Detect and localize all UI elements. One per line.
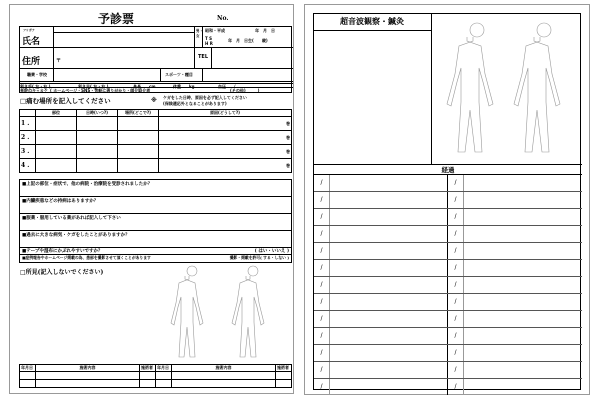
progress-entry[interactable]: [464, 277, 582, 293]
progress-entry[interactable]: [330, 277, 448, 293]
observation-area[interactable]: [314, 31, 431, 164]
date-slash: /: [448, 192, 464, 208]
birthdate-field[interactable]: 年 月 日生( 歳): [228, 38, 268, 43]
progress-row[interactable]: [314, 191, 582, 208]
progress-row[interactable]: [314, 344, 582, 361]
progress-entry[interactable]: [464, 226, 582, 242]
progress-row[interactable]: [314, 175, 582, 191]
progress-entry[interactable]: [464, 379, 582, 395]
date-slash: /: [448, 379, 464, 395]
sport-label: スポーツ・種目: [165, 72, 193, 77]
progress-row[interactable]: [314, 310, 582, 327]
date-slash: /: [448, 328, 464, 344]
progress-log: [314, 175, 582, 390]
progress-row[interactable]: [314, 327, 582, 344]
progress-entry[interactable]: [464, 311, 582, 327]
date-slash: /: [448, 175, 464, 191]
address-label: 住所: [22, 57, 41, 67]
progress-heading: 経過: [314, 164, 582, 175]
progress-entry[interactable]: [330, 311, 448, 327]
body-back-icon: [232, 266, 264, 357]
date-slash: /: [448, 294, 464, 310]
progress-row[interactable]: [314, 208, 582, 225]
progress-entry[interactable]: [330, 192, 448, 208]
date-slash: /: [448, 226, 464, 242]
physical-row: 利き手( 左・右 ) 利き足( 左・右 ) 身長 cm 体重 kg 血圧 /: [20, 83, 293, 88]
progress-row[interactable]: [314, 293, 582, 310]
job-label: 職業・学校: [27, 72, 47, 77]
body-front-icon: [447, 23, 493, 152]
date-slash: /: [448, 345, 464, 361]
date-slash: /: [314, 311, 330, 327]
date-slash: /: [314, 379, 330, 395]
progress-entry[interactable]: [464, 192, 582, 208]
intake-form-page: [9, 4, 294, 394]
name-field[interactable]: [53, 27, 195, 47]
date-slash: /: [314, 175, 330, 191]
ultrasound-table: [313, 13, 581, 390]
date-slash: /: [448, 243, 464, 259]
progress-entry[interactable]: [464, 209, 582, 225]
progress-row[interactable]: [314, 225, 582, 242]
date-slash: /: [314, 294, 330, 310]
date-slash: /: [314, 209, 330, 225]
form-number-label: No.: [217, 15, 229, 22]
progress-entry[interactable]: [330, 379, 448, 395]
progress-entry[interactable]: [464, 362, 582, 378]
body-chart-front-back[interactable]: [439, 20, 579, 162]
date-slash: /: [314, 260, 330, 276]
question-past-illness[interactable]: ■過去に大きな病気・ケガをしたことがありますか？: [20, 231, 291, 248]
question-medication[interactable]: ■服薬・服用している薬があれば記入して下さい: [20, 214, 291, 231]
pain-row[interactable]: 3 . 巻: [20, 145, 292, 159]
progress-entry[interactable]: [330, 243, 448, 259]
body-front-icon: [171, 266, 203, 357]
progress-entry[interactable]: [330, 260, 448, 276]
insurance-note: (保険適応外となることがあります): [163, 101, 227, 106]
furigana-label: フリガナ: [23, 28, 35, 32]
progress-entry[interactable]: [330, 328, 448, 344]
date-slash: /: [314, 277, 330, 293]
body-chart-front-back[interactable]: [160, 263, 285, 363]
progress-row[interactable]: [314, 276, 582, 293]
date-slash: /: [314, 328, 330, 344]
patient-info-table: [19, 26, 292, 93]
job-field[interactable]: [53, 68, 161, 81]
date-field[interactable]: 年 月 日: [255, 28, 275, 33]
pain-row[interactable]: 1 . 巻: [20, 117, 292, 131]
form-title: 予診票: [98, 12, 135, 26]
date-slash: /: [448, 311, 464, 327]
progress-entry[interactable]: [464, 345, 582, 361]
tel-label: TEL: [198, 54, 209, 60]
progress-row[interactable]: [314, 242, 582, 259]
date-slash: /: [314, 362, 330, 378]
sex-option[interactable]: 男・女: [196, 29, 203, 38]
pain-row[interactable]: 2 . 巻: [20, 131, 292, 145]
progress-entry[interactable]: [464, 294, 582, 310]
date-slash: /: [448, 362, 464, 378]
era-option[interactable]: 昭和・平成: [205, 28, 225, 33]
date-slash: /: [448, 209, 464, 225]
pain-heading: □痛む場所を記入してください: [20, 97, 111, 105]
ultrasound-acupuncture-page: [304, 4, 590, 395]
date-slash: /: [314, 226, 330, 242]
date-slash: /: [448, 260, 464, 276]
question-chronic-disease[interactable]: ■内臓疾患などの持病はありますか？: [20, 197, 291, 214]
date-slash: /: [314, 192, 330, 208]
question-other-clinic[interactable]: ■上記の部位・症状で、他の病院・治療院を受診されましたか？: [20, 180, 291, 197]
progress-entry[interactable]: [330, 294, 448, 310]
name-label: 氏名: [22, 37, 41, 47]
note-mark: ※: [151, 97, 157, 104]
treatment-log-table[interactable]: 年月日 施術内容 施術者 年月日 施術内容 施術者: [19, 364, 292, 388]
progress-entry[interactable]: [330, 226, 448, 242]
progress-entry[interactable]: [464, 243, 582, 259]
progress-entry[interactable]: [464, 175, 582, 191]
sport-field[interactable]: [202, 68, 293, 81]
progress-entry[interactable]: [464, 260, 582, 276]
progress-row[interactable]: [314, 361, 582, 378]
progress-entry[interactable]: [330, 345, 448, 361]
date-slash: /: [314, 345, 330, 361]
question-photo-consent[interactable]: ■症例報告やホームページ掲載の為、患部を撮影させて頂くことがあります 撮影・掲載を許可( する・しない ): [22, 255, 289, 260]
birth-era-option[interactable]: T S H R: [205, 36, 213, 46]
questions-box: [19, 179, 292, 263]
body-back-icon: [514, 23, 560, 152]
date-slash: /: [448, 277, 464, 293]
progress-row[interactable]: [314, 378, 582, 395]
injury-note: ケガをした日時、原因を必ず記入してください: [163, 95, 247, 100]
question-tape-rash[interactable]: ■テープや湿布にかぶれやすいですか？ ( はい・いいえ ): [22, 249, 289, 254]
date-slash: /: [314, 243, 330, 259]
tel-field[interactable]: [211, 47, 293, 68]
referral-row: 来院のキッカケ ( ホームページ・SNS・気軽に通りがかり・師介紹介者 (その他) ): [20, 88, 260, 93]
progress-entry[interactable]: [330, 362, 448, 378]
progress-entry[interactable]: [464, 328, 582, 344]
pain-row[interactable]: 4 . 巻: [20, 159, 292, 173]
progress-row[interactable]: [314, 259, 582, 276]
progress-entry[interactable]: [330, 209, 448, 225]
ultrasound-title: 超音波観察・鍼灸: [340, 16, 404, 26]
progress-entry[interactable]: [330, 175, 448, 191]
findings-heading: □所見(記入しないでください): [20, 269, 104, 276]
address-field[interactable]: 〒: [53, 47, 195, 68]
pain-table: 部位 日時(いつ?) 場所(どこで?) 原因(どうして?) 1 . 巻 2 . 巻 3 . 巻 4 . 巻: [19, 109, 292, 173]
